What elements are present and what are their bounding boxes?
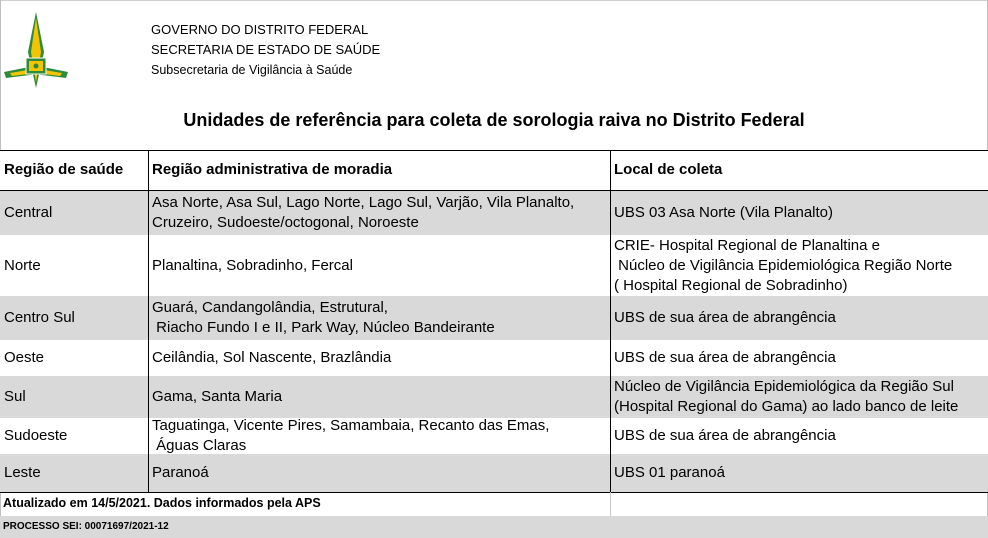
region-cell: Sudoeste: [4, 427, 68, 444]
column-header: Região de saúde: [4, 161, 124, 178]
secretariat-name: SECRETARIA DE ESTADO DE SAÚDE: [151, 42, 381, 57]
region-cell: Centro Sul: [4, 309, 75, 326]
footer-divider: [610, 492, 611, 516]
subsecretariat-name: Subsecretaria de Vigilância à Saúde: [151, 63, 353, 77]
column-header: Região administrativa de moradia: [152, 161, 393, 178]
collection-site-cell: UBS de sua área de abrangência: [614, 309, 836, 326]
admin-region-cell: Taguatinga, Vicente Pires, Samambaia, Recanto das Emas, Águas Claras: [152, 417, 550, 454]
table-bottom-border: [0, 492, 988, 493]
region-cell: Leste: [4, 464, 41, 481]
collection-site-cell: Núcleo de Vigilância Epidemiológica da Região Sul (Hospital Regional do Gama) ao lado banco de leite: [614, 378, 959, 415]
admin-region-cell: Paranoá: [152, 464, 209, 481]
collection-site-cell: UBS 01 paranoá: [614, 464, 725, 481]
region-cell: Oeste: [4, 349, 45, 366]
region-cell: Norte: [4, 256, 41, 274]
process-number: PROCESSO SEI: 00071697/2021-12: [3, 521, 169, 532]
column-header: Local de coleta: [614, 161, 723, 178]
sheet-border-top: [0, 0, 988, 1]
collection-site-cell: CRIE- Hospital Regional de Planaltina e Núcleo de Vigilância Epidemiológica Região Norte ( Hospital Regional de Sobradinho): [614, 236, 953, 294]
admin-region-cell: Asa Norte, Asa Sul, Lago Norte, Lago Sul, Varjão, Vila Planalto, Cruzeiro, Sudoeste/octogonal, Noroeste: [152, 194, 575, 231]
government-name: GOVERNO DO DISTRITO FEDERAL: [151, 22, 369, 37]
region-cell: Sul: [4, 388, 26, 405]
document-title: Unidades de referência para coleta de sorologia raiva no Distrito Federal: [183, 110, 805, 130]
collection-site-cell: UBS de sua área de abrangência: [614, 349, 836, 366]
admin-region-cell: Planaltina, Sobradinho, Fercal: [152, 256, 353, 274]
admin-region-cell: Ceilândia, Sol Nascente, Brazlândia: [152, 349, 392, 366]
collection-site-cell: UBS 03 Asa Norte (Vila Planalto): [614, 204, 834, 221]
gdf-logo-icon: [4, 12, 68, 88]
column-divider: [610, 150, 611, 492]
update-note: Atualizado em 14/5/2021. Dados informados pela APS: [3, 496, 321, 510]
region-cell: Central: [4, 204, 53, 221]
column-divider: [148, 150, 149, 492]
collection-site-cell: UBS de sua área de abrangência: [614, 427, 836, 444]
admin-region-cell: Guará, Candangolândia, Estrutural, Riacho Fundo I e II, Park Way, Núcleo Bandeirante: [152, 299, 495, 336]
admin-region-cell: Gama, Santa Maria: [152, 388, 283, 405]
